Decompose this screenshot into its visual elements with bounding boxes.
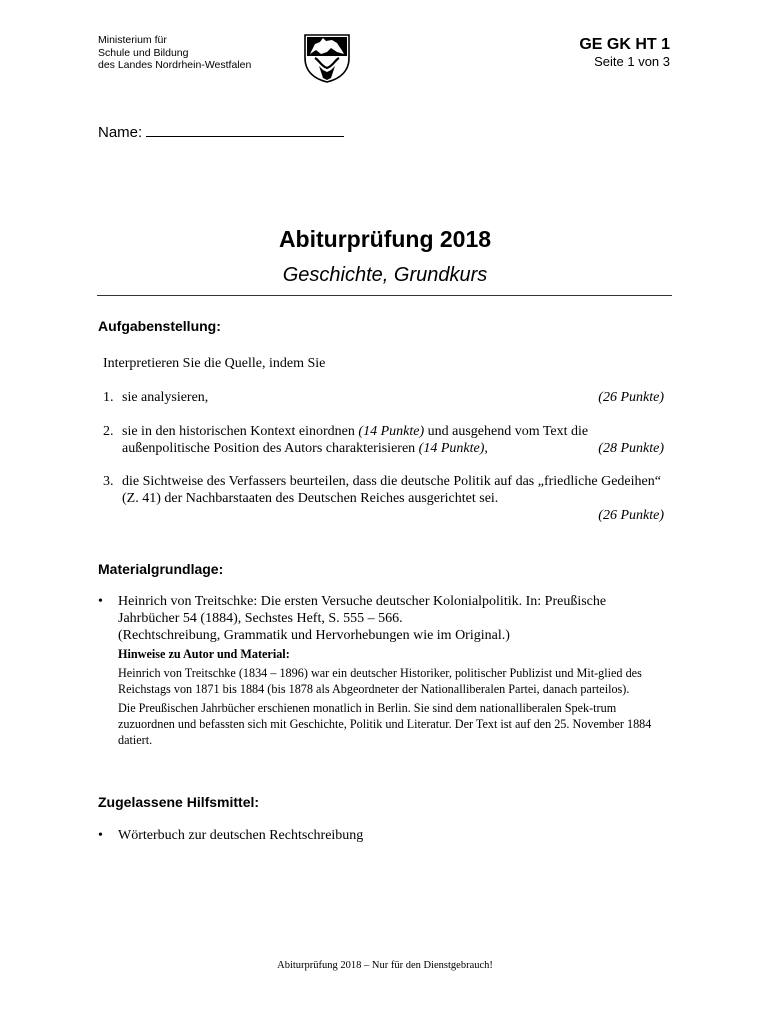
material-heading: Materialgrundlage: (98, 561, 224, 577)
material-source (98, 593, 664, 644)
note-paragraph: Die Preußischen Jahrbücher erschienen monatlich in Berlin. Sie sind dem nationalliberalen Spek-trum zuzuordnen und befassten sich mit Geschichte, Politik und Literatur. Der Text ist auf den 25. November 1884 datiert. (118, 701, 652, 747)
bullet-icon: • (98, 594, 103, 609)
note-paragraph: Heinrich von Treitschke (1834 – 1896) war ein deutscher Historiker, politischer Publizist und Mit-glied des Reichstags von 1871 bis 1884 (bis 1878 als Abgeordneter der Nationalliberalen Partei, danach parteilos). (118, 666, 642, 696)
nrw-coat-of-arms-icon (301, 32, 353, 84)
task-points: (26 Punkte) (598, 508, 664, 523)
task-item (103, 473, 664, 524)
task-text: sie analysieren, (122, 390, 209, 405)
page-title: Abiturprüfung 2018 (278, 226, 492, 252)
aids-list (98, 827, 664, 844)
title-divider (97, 295, 672, 296)
ministry-line: des Landes Nordrhein-Westfalen (98, 59, 252, 71)
ministry-name (98, 34, 251, 72)
task-text-line: sie in den historischen Kontext einordnen (14 Punkte) und ausgehend vom Text die (122, 424, 589, 439)
task-number: 3. (103, 474, 114, 489)
name-field (98, 124, 344, 141)
task-item (103, 423, 664, 457)
task-text-line: (28 Punkte) außenpolitische Position des Autors charakterisieren (14 Punkte), (122, 441, 664, 456)
assignment-intro: Interpretieren Sie die Quelle, indem Sie (103, 356, 326, 371)
task-number: 2. (103, 424, 114, 439)
task-item (103, 389, 664, 406)
aid-item: Wörterbuch zur deutschen Rechtschreibung (118, 828, 364, 843)
page-subtitle: Geschichte, Grundkurs (282, 264, 488, 286)
ministry-line: Schule und Bildung (98, 46, 189, 59)
ministry-line: Ministerium für (98, 34, 167, 46)
assignment-heading: Aufgabenstellung: (98, 318, 221, 334)
source-note: (Rechtschreibung, Grammatik und Hervorhebungen wie im Original.) (118, 628, 510, 643)
exam-code: GE GK HT 1 (579, 36, 670, 53)
name-line[interactable] (146, 124, 344, 137)
list-item (98, 593, 664, 644)
source-citation: Heinrich von Treitschke: Die ersten Versuche deutscher Kolonialpolitik. In: Preußische Jahrbücher 54 (1884), Sechstes Heft, S. 555 – 566. (118, 594, 607, 626)
exam-code-block (579, 36, 670, 70)
page-info: Seite 1 von 3 (594, 54, 670, 69)
task-points: (28 Punkte) (598, 441, 664, 456)
bullet-icon: • (98, 828, 103, 843)
page-footer: Abiturprüfung 2018 – Nur für den Dienstgebrauch! (277, 960, 493, 971)
aids-heading: Zugelassene Hilfsmittel: (98, 794, 260, 810)
task-text: die Sichtweise des Verfassers beurteilen, dass die deutsche Politik auf das „friedliche Gedeihen“ (Z. 41) der Nachbarstaaten des Deutschen Reiches ausgerichtet sei. (122, 474, 661, 506)
notes-heading: Hinweise zu Autor und Material: (118, 647, 290, 661)
task-number: 1. (103, 390, 114, 405)
list-item (98, 827, 664, 844)
task-subpoints: (14 Punkte) (358, 424, 425, 439)
name-label: Name: (98, 124, 143, 141)
task-list (103, 389, 664, 524)
task-points: (26 Punkte) (598, 390, 664, 405)
material-notes (118, 646, 666, 751)
task-subpoints: (14 Punkte) (418, 441, 485, 456)
